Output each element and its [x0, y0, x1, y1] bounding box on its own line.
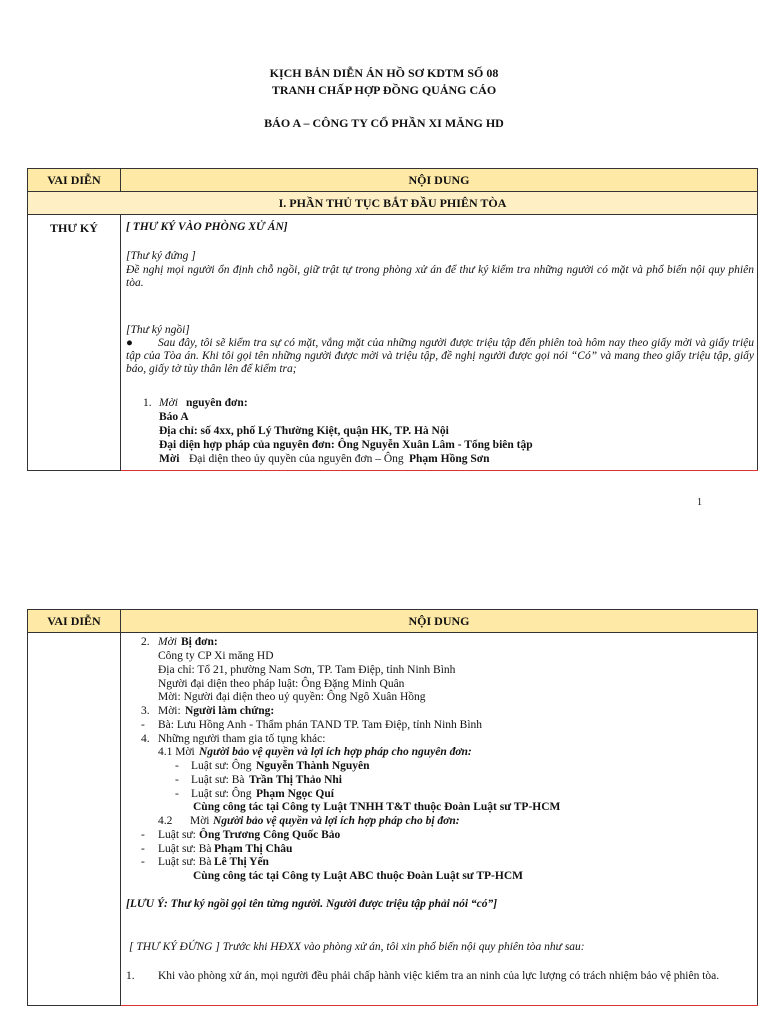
header-content: NỘI DUNG — [121, 169, 758, 192]
doc-title-line2: TRANH CHẤP HỢP ĐỒNG QUẢNG CÁO — [271, 83, 497, 97]
note-call-names: [LƯU Ý: Thư ký ngồi gọi tên từng người. Người được triệu tập phải nói “có”] — [126, 898, 498, 910]
law-firm-1: Cùng công tác tại Công ty Luật TNHH T&T thuộc Đoàn Luật sư TP-HCM — [193, 801, 561, 813]
invite-witness-word: Mời: — [158, 705, 181, 717]
sub-42-title: Người bảo vệ quyền và lợi ích hợp pháp cho bị đơn: — [213, 815, 460, 827]
dash-7: - — [141, 856, 145, 868]
plaintiff-label: nguyên đơn: — [186, 397, 248, 409]
plaintiff-representative: Đại diện hợp pháp của nguyên đơn: Ông Nguyễn Xuân Lâm - Tổng biên tập — [159, 439, 533, 451]
clerk-sit-note: [Thư ký ngồi] — [126, 324, 190, 336]
dash-3: - — [175, 774, 179, 786]
plaintiff-name: Báo A — [159, 411, 189, 423]
lawyer-3-prefix: Luật sư: Ông — [191, 788, 252, 800]
lawyer-2-prefix: Luật sư: Bà — [191, 774, 245, 786]
defendant-authorized-rep: Mời: Người đại diện theo uỷ quyền: Ông Ngô Xuân Hồng — [158, 691, 426, 703]
script-table-page2 — [27, 609, 758, 1006]
sub-41-title: Người bảo vệ quyền và lợi ích hợp pháp cho nguyên đơn: — [199, 746, 472, 758]
lawyer-1-prefix: Luật sư: Ông — [191, 760, 252, 772]
clerk-stand-note: [Thư ký đứng ] — [126, 250, 196, 262]
lawyer-3-name: Phạm Ngọc Quí — [256, 788, 334, 800]
content-cell — [121, 215, 758, 471]
script-table-page1 — [27, 168, 758, 471]
lawyer-6-prefix: Luật sư: Bà — [158, 856, 212, 868]
dash-2: - — [175, 760, 179, 772]
lawyer-5-name: Phạm Thị Châu — [214, 843, 293, 855]
rule-1-number: 1. — [126, 970, 135, 982]
lawyer-4-name: Ông Trương Công Quốc Bảo — [199, 829, 341, 841]
other-participants-label: Những người tham gia tố tụng khác: — [158, 733, 326, 745]
item-number-1: 1. — [143, 397, 152, 409]
doc-title-line1: KỊCH BẢN DIỄN ÁN HỒ SƠ KDTM SỐ 08 — [269, 66, 499, 80]
sub-41-label: 4.1 Mời — [158, 746, 195, 758]
doc-subtitle: BÁO A – CÔNG TY CỔ PHẦN XI MĂNG HD — [264, 116, 504, 130]
authorized-rep-text: Đại diện theo ủy quyền của nguyên đơn – Ông — [189, 453, 404, 465]
rule-1-text: Khi vào phòng xử án, mọi người đều phải chấp hành việc kiểm tra an ninh của lực lượng có trách nhiệm bảo vệ phiên tòa. — [158, 970, 720, 982]
header-role: VAI DIỄN — [28, 169, 121, 192]
sub-42-invite: Mời — [190, 815, 210, 827]
witness-label: Người làm chứng: — [185, 705, 275, 717]
defendant-label: Bị đơn: — [181, 636, 218, 648]
bullet-icon: ● — [126, 337, 133, 349]
defendant-name: Công ty CP Xi măng HD — [158, 650, 274, 662]
item-number-4: 4. — [141, 733, 150, 745]
defendant-address: Địa chỉ: Tổ 21, phường Nam Sơn, TP. Tam Điệp, tỉnh Ninh Bình — [158, 664, 456, 676]
invite-2-word: Mời — [159, 453, 180, 465]
dash-4: - — [175, 788, 179, 800]
page-number: 1 — [697, 497, 702, 508]
sub-42-num: 4.2 — [158, 815, 173, 827]
role-cell-2 — [28, 633, 121, 1006]
role-cell — [28, 215, 121, 471]
item-number-2: 2. — [141, 636, 150, 648]
lawyer-4-prefix: Luật sư: — [158, 829, 196, 841]
dash-5: - — [141, 829, 145, 841]
role-label: THƯ KÝ — [50, 221, 98, 235]
clerk-stand-rules-intro: [ THƯ KÝ ĐỨNG ] Trước khi HĐXX vào phòng xử án, tôi xin phổ biến nội quy phiên tòa như sau: — [129, 941, 585, 953]
lawyer-2-name: Trần Thị Thảo Nhi — [249, 774, 342, 786]
defendant-legal-rep: Người đại diện theo pháp luật: Ông Đặng Minh Quân — [158, 678, 405, 690]
order-request-text: Đề nghị mọi người ổn định chỗ ngồi, giữ trật tự trong phòng xử án để thư ký kiểm tra những người có mặt và phổ biến nội quy phiên tòa. — [126, 264, 754, 289]
attendance-check-text: Sau đây, tôi sẽ kiểm tra sự có mặt, vắng mặt của những người được triệu tập đến phiên toà hôm nay theo giấy mời và giấy triệu tập của Tòa án. Khi tôi gọi tên những người được mời và triệu tập, đề nghị người được gọi nói “Có” và mang theo giấy triệu tập, giấy báo, giấy tờ tùy thân lên để kiểm tra; — [126, 337, 754, 375]
item-number-3: 3. — [141, 705, 150, 717]
clerk-enter-note: [ THƯ KÝ VÀO PHÒNG XỬ ÁN] — [126, 221, 288, 233]
plaintiff-address: Địa chỉ: số 4xx, phố Lý Thường Kiệt, quận HK, TP. Hà Nội — [159, 425, 449, 437]
header-role-2: VAI DIỄN — [28, 610, 121, 633]
lawyer-5-prefix: Luật sư: Bà — [158, 843, 212, 855]
invite-1-word: Mời — [159, 397, 178, 409]
authorized-rep-name: Phạm Hồng Sơn — [409, 453, 490, 465]
witness-name: Bà: Lưu Hồng Anh - Thẩm phán TAND TP. Tam Điệp, tỉnh Ninh Bình — [158, 719, 483, 731]
section-title: I. PHẦN THỦ TỤC BẮT ĐẦU PHIÊN TÒA — [28, 192, 758, 215]
invite-defendant-word: Mời — [158, 636, 177, 648]
dash-6: - — [141, 843, 145, 855]
lawyer-6-name: Lê Thị Yến — [214, 856, 269, 868]
header-content-2: NỘI DUNG — [121, 610, 758, 633]
law-firm-2: Cùng công tác tại Công ty Luật ABC thuộc Đoàn Luật sư TP-HCM — [193, 870, 523, 882]
dash-1: - — [141, 719, 145, 731]
lawyer-1-name: Nguyễn Thành Nguyên — [256, 760, 370, 772]
content-cell-2 — [121, 633, 758, 1006]
